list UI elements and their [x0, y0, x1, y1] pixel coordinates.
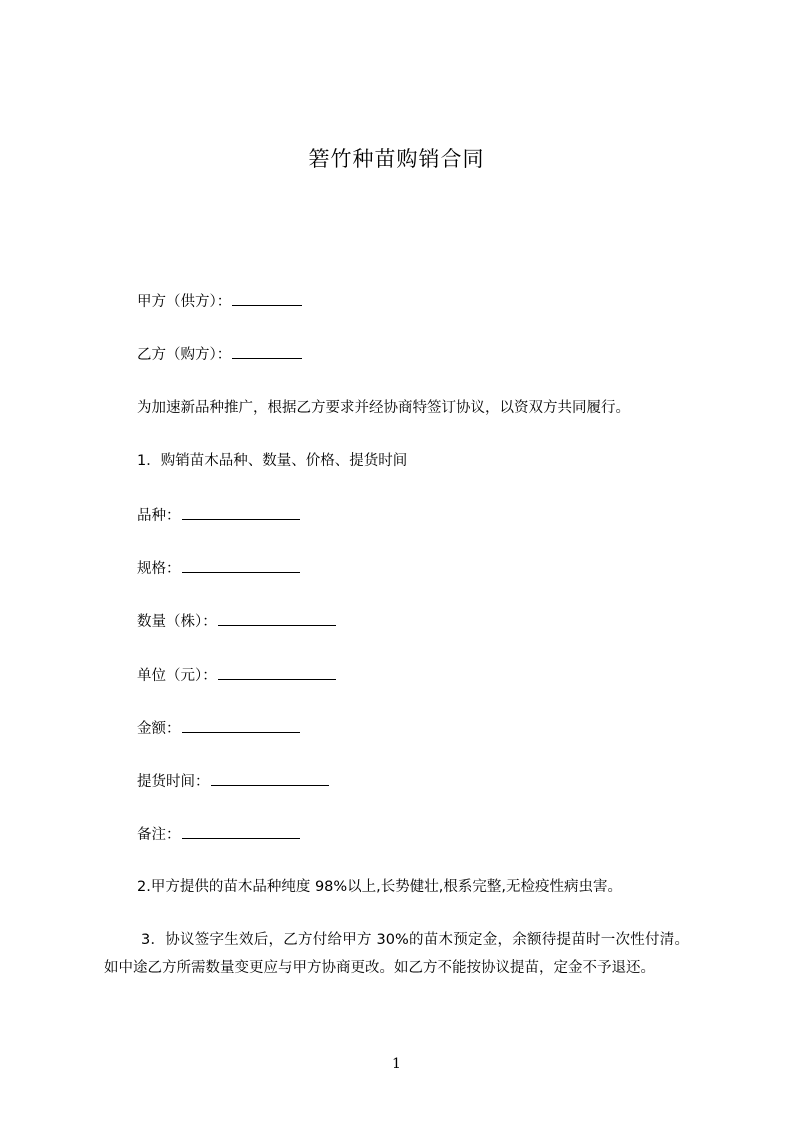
field-unit-label: 单位（元）： — [137, 668, 217, 684]
field-remarks — [137, 824, 300, 845]
field-delivery-time — [137, 771, 329, 792]
field-spec-label: 规格： — [137, 561, 181, 577]
party-a-line — [137, 291, 302, 312]
page-number: 1 — [392, 1056, 401, 1072]
field-delivery-time-blank — [211, 771, 329, 786]
party-a-blank — [232, 291, 302, 306]
party-b-label: 乙方（购方）： — [137, 347, 232, 363]
party-b-blank — [232, 344, 302, 359]
field-unit — [137, 665, 336, 686]
field-unit-blank — [218, 665, 336, 680]
field-quantity — [137, 611, 336, 632]
field-quantity-blank — [218, 611, 336, 626]
field-spec-blank — [182, 558, 300, 573]
party-a-label: 甲方（供方）： — [137, 294, 232, 310]
intro-text: 为加速新品种推广，根据乙方要求并经协商特签订协议，以资双方共同履行。 — [137, 400, 630, 416]
field-quantity-label: 数量（株）： — [137, 614, 217, 630]
field-variety-label: 品种： — [137, 508, 181, 524]
field-variety — [137, 505, 300, 526]
document-title: 箬竹种苗购销合同 — [308, 147, 485, 171]
field-delivery-time-label: 提货时间： — [137, 774, 210, 790]
field-variety-blank — [182, 505, 300, 520]
clause-3: 3．协议签字生效后，乙方付给甲方 30%的苗木预定金，余额待提苗时一次性付清。如中途乙方所需数量变更应与甲方协商更改。如乙方不能按协议提苗，定金不予退还。 — [104, 932, 689, 976]
field-remarks-blank — [182, 824, 300, 839]
field-amount-blank — [182, 718, 300, 733]
section1-heading: 1．购销苗木品种、数量、价格、提货时间 — [137, 453, 408, 469]
clause-2: 2.甲方提供的苗木品种纯度 98%以上,长势健壮,根系完整,无检疫性病虫害。 — [137, 879, 622, 895]
party-b-line — [137, 344, 302, 365]
field-spec — [137, 558, 300, 579]
field-amount — [137, 718, 300, 739]
field-remarks-label: 备注： — [137, 827, 181, 843]
field-amount-label: 金额： — [137, 721, 181, 737]
